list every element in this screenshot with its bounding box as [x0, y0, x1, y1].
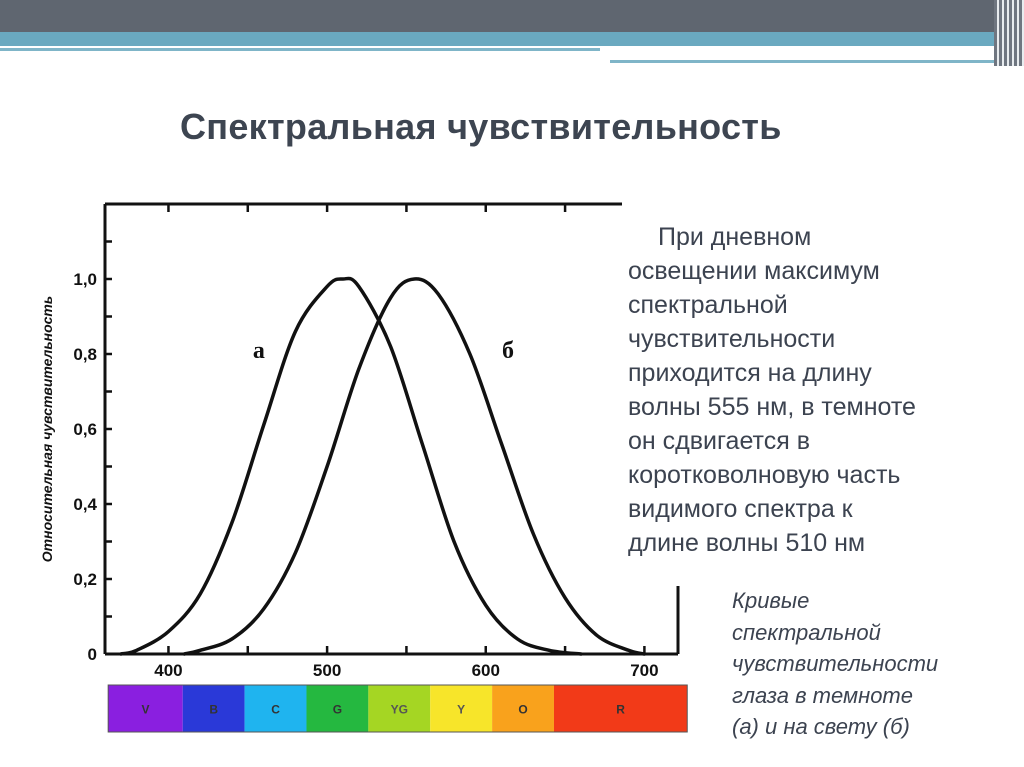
caption-line: глаза в темноте	[732, 682, 913, 708]
header-accent-bar	[0, 32, 1024, 46]
body-text-line: волны 555 нм, в темноте	[628, 393, 916, 421]
spectrum-band-label: G	[332, 702, 343, 717]
body-text-line: приходится на длину	[628, 359, 872, 387]
header-accent-line	[0, 48, 600, 51]
series-label-b: б	[501, 337, 514, 364]
body-text-line: длине волны 510 нм	[628, 529, 866, 557]
slide-title: Спектральная чувствительность	[180, 106, 782, 147]
spectrum-band-label: O	[518, 702, 528, 717]
x-tick-label: 500	[312, 661, 342, 680]
body-text-line: спектральной	[628, 291, 788, 319]
y-tick-label: 0,4	[73, 495, 97, 514]
series-label-a: а	[252, 337, 265, 364]
body-text-line: видимого спектра к	[628, 495, 853, 523]
sensitivity-chart	[30, 190, 710, 750]
y-tick-label: 0	[87, 645, 97, 664]
body-text-line: коротковолновую часть	[628, 461, 901, 489]
x-tick-label: 600	[471, 661, 500, 680]
series-line-b	[184, 279, 644, 654]
y-tick-label: 0,8	[73, 345, 97, 364]
spectrum-band-label: B	[209, 702, 219, 717]
header-bar	[0, 0, 1024, 32]
spectrum-band-label: V	[141, 702, 150, 717]
body-text-line: При дневном	[658, 223, 812, 251]
y-tick-label: 1,0	[73, 270, 97, 289]
caption-line: спектральной	[732, 619, 881, 645]
body-text-line: чувствительности	[628, 325, 836, 353]
spectrum-band-label: C	[271, 702, 280, 717]
caption-line: (а) и на свету (б)	[732, 714, 910, 739]
spectrum-band-label: YG	[390, 702, 408, 717]
header-accent-line-right	[610, 60, 1000, 63]
header-corner-stripes	[994, 0, 1024, 66]
chart-caption	[732, 585, 992, 743]
spectrum-band-label: Y	[457, 702, 466, 717]
body-text-line: он сдвигается в	[628, 427, 810, 455]
caption-line: Кривые	[732, 588, 810, 613]
body-text-line: освещении максимум	[628, 257, 880, 285]
series-line-a	[121, 278, 581, 654]
x-tick-label: 700	[630, 661, 659, 680]
x-tick-label: 400	[154, 661, 183, 680]
caption-line: чувствительности	[732, 651, 939, 676]
y-tick-label: 0,2	[73, 570, 97, 589]
spectrum-band-label: R	[616, 702, 625, 717]
y-axis-label: Относительная чувствительность	[39, 295, 55, 563]
y-tick-label: 0,6	[73, 420, 97, 439]
body-text	[628, 220, 988, 560]
